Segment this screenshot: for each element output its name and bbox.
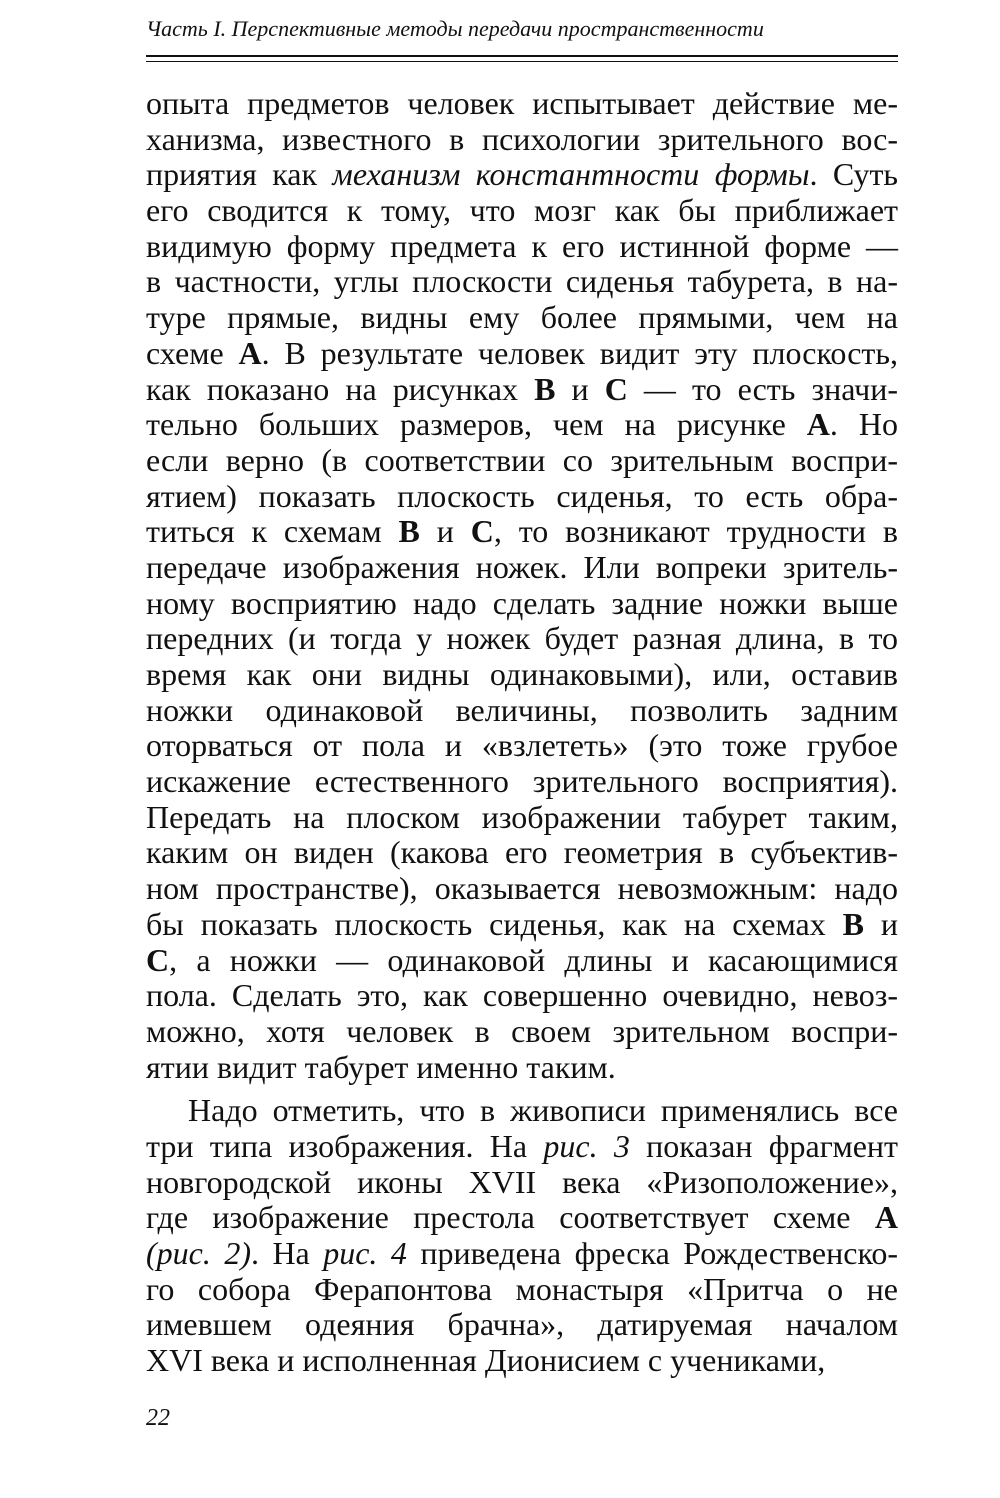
text-line: можно, хотя человек в своем зрительном воспри- <box>146 1012 898 1049</box>
figure-label: А <box>874 1199 898 1236</box>
italic-term: (рис. 2) <box>146 1235 251 1271</box>
figure-label: В <box>398 513 420 550</box>
text-line: имевшем одеяния брачна», датируемая началом <box>146 1306 898 1343</box>
text-line: три типа изображения. На рис. 3 показан фрагмент <box>146 1127 899 1164</box>
figure-label: А <box>806 406 830 443</box>
text-line: схеме А. В результате человек видит эту плоскость, <box>146 334 898 371</box>
figure-label: С <box>470 513 494 550</box>
text-line: ном пространстве), оказывается невозможным: надо <box>146 870 898 907</box>
text-line: время как они видны одинаковыми), или, оставив <box>146 656 898 692</box>
figure-label: С <box>604 370 628 407</box>
figure-label: С <box>146 941 170 978</box>
figure-label: В <box>842 905 864 942</box>
italic-term: рис. 4 <box>323 1235 407 1271</box>
text-line: искажение естественного зрительного восприятия). <box>146 763 898 800</box>
header-rule-thin <box>146 61 898 62</box>
figure-label: А <box>238 334 262 371</box>
text-line: туре прямые, видны ему более прямыми, чем на <box>146 299 898 336</box>
text-line: пола. Сделать это, как совершенно очевидно, невоз- <box>146 977 898 1014</box>
text-line: ятии видит табурет именно таким. <box>146 1048 616 1085</box>
text-line: ханизма, известного в психологии зрительного вос- <box>146 120 898 157</box>
text-line: XVI века и исполненная Дионисием с учениками, <box>146 1342 826 1379</box>
text-line: передаче изображения ножек. Или вопреки зритель- <box>146 548 898 585</box>
text-line: бы показать плоскость сиденья, как на схемах В и <box>146 905 899 942</box>
text-line: го собора Ферапонтова монастыря «Притча о не <box>146 1270 898 1307</box>
text-line: приятия как механизм константности формы. Суть <box>146 156 899 193</box>
text-line: Передать на плоском изображении табурет таким, <box>146 798 898 835</box>
text-line: С, а ножки — одинаковой длины и касающимися <box>146 941 898 978</box>
text-line: в частности, углы плоскости сиденья табурета, в на- <box>146 263 898 300</box>
text-line: где изображение престола соответствует схеме А <box>146 1199 898 1236</box>
text-line: как показано на рисунках В и С — то есть значи- <box>146 370 899 407</box>
italic-term: механизм константности формы <box>332 156 810 193</box>
text-line: тельно больших размеров, чем на рисунке А. Но <box>146 406 899 443</box>
italic-term: рис. 3 <box>543 1127 630 1164</box>
text-line: ному восприятию надо сделать задние ножки выше <box>146 584 898 621</box>
text-line: если верно (в соответствии со зрительным воспри- <box>146 441 898 478</box>
body-text <box>146 86 898 1379</box>
figure-label: В <box>534 370 556 407</box>
header-rule-thick <box>146 55 898 57</box>
text-line: (рис. 2). На рис. 4 приведена фреска Рождественско- <box>146 1235 899 1271</box>
text-line: новгородской иконы XVII века «Ризоположение», <box>146 1163 898 1200</box>
text-line: опыта предметов человек испытывает действие ме- <box>146 85 898 121</box>
text-line: видимую форму предмета к его истинной форме — <box>146 227 898 264</box>
text-line: Надо отметить, что в живописи применялись все <box>188 1092 898 1129</box>
text-line: ятием) показать плоскость сиденья, то есть обра- <box>146 477 898 514</box>
text-line: передних (и тогда у ножек будет разная длина, в то <box>146 620 898 657</box>
text-line: титься к схемам В и С, то возникают трудности в <box>146 513 899 550</box>
text-line: каким он виден (какова его геометрия в субъектив- <box>146 834 898 871</box>
text-line: его сводится к тому, что мозг как бы приближает <box>146 192 898 229</box>
page-number: 22 <box>146 1405 170 1431</box>
running-header: Часть I. Перспективные методы передачи пространственности <box>146 16 764 41</box>
text-line: оторваться от пола и «взлететь» (это тоже грубое <box>146 727 898 764</box>
text-line: ножки одинаковой величины, позволить задним <box>146 691 898 728</box>
